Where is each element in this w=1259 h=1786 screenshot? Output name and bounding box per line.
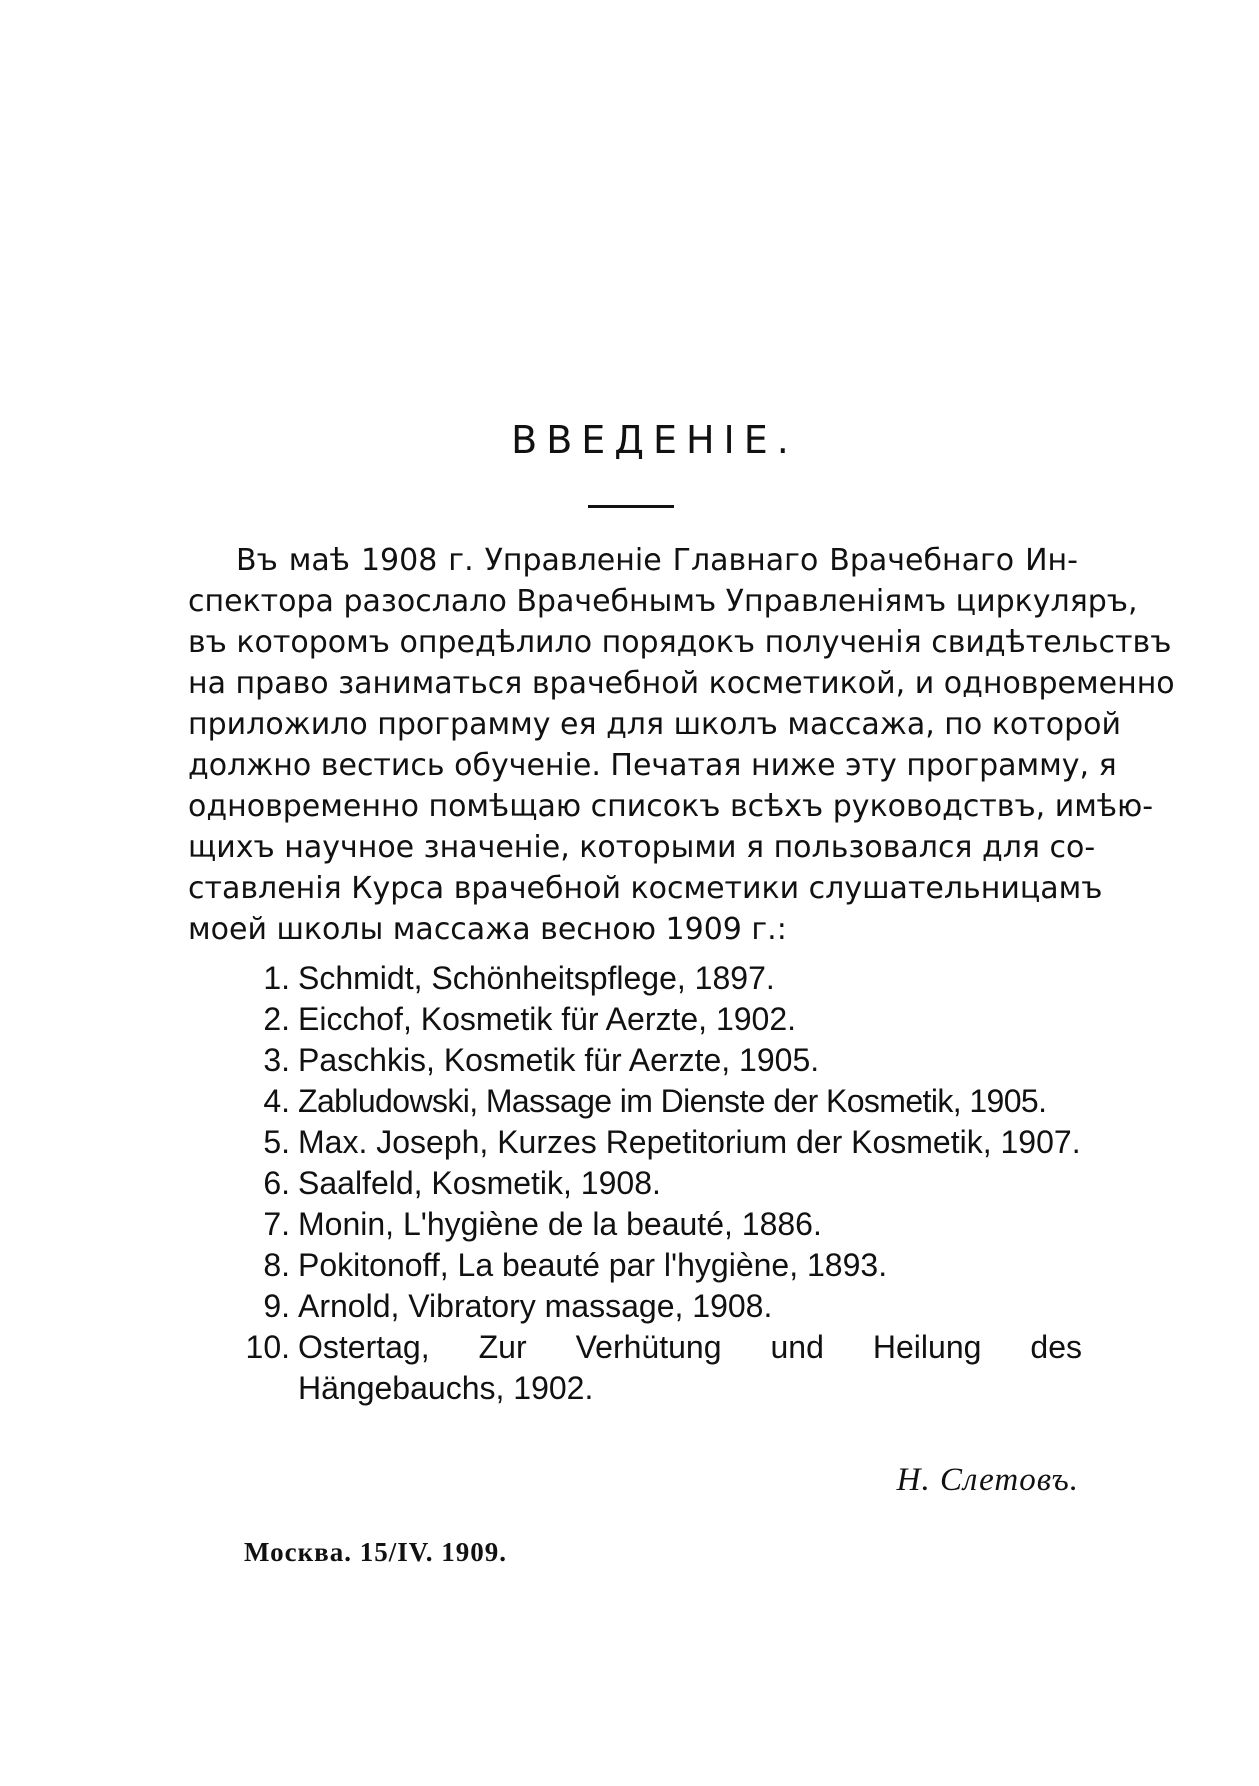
reference-number: 6. <box>263 1165 290 1201</box>
reference-list <box>244 958 1082 1409</box>
intro-line: одновременно помѣщаю списокъ всѣхъ руководствъ, имѣю- <box>188 789 1154 824</box>
title-divider <box>588 505 674 508</box>
reference-text: Eicchof, Kosmetik für Aerzte, 1902. <box>298 1001 797 1037</box>
intro-line: въ которомъ опредѣлило порядокъ полученія свидѣтельствъ <box>188 625 1172 660</box>
reference-number: 5. <box>263 1124 290 1160</box>
reference-item <box>244 1040 1082 1081</box>
reference-text: Pokitonoff, La beauté par l'hygiène, 1893. <box>298 1247 888 1283</box>
reference-text: Ostertag, Zur Verhütung und Heilung des Hängebauchs, 1902. <box>298 1329 1082 1406</box>
intro-line: приложило программу ея для школъ массажа, по которой <box>188 707 1121 742</box>
reference-text: Schmidt, Schönheitspflege, 1897. <box>298 960 775 996</box>
intro-line: щихъ научное значеніе, которыми я пользовался для со- <box>188 830 1096 865</box>
reference-item <box>244 1204 1082 1245</box>
reference-number: 4. <box>263 1083 290 1119</box>
page-title: ВВЕДЕНІЕ. <box>511 418 798 462</box>
reference-item <box>244 999 1082 1040</box>
reference-text: Saalfeld, Kosmetik, 1908. <box>298 1165 661 1201</box>
reference-number: 8. <box>263 1247 290 1283</box>
reference-text: Paschkis, Kosmetik für Aerzte, 1905. <box>298 1042 820 1078</box>
reference-item <box>244 1081 1082 1122</box>
intro-line: должно вестись обученіе. Печатая ниже эту программу, я <box>188 748 1117 783</box>
intro-line: моей школы массажа весною 1909 г.: <box>188 912 787 947</box>
reference-item <box>244 1163 1082 1204</box>
reference-item <box>244 1245 1082 1286</box>
intro-line: ставленія Курса врачебной косметики слушательницамъ <box>188 871 1103 906</box>
reference-text: Max. Joseph, Kurzes Repetitorium der Kosmetik, 1907. <box>298 1124 1081 1160</box>
intro-paragraph <box>188 540 1175 950</box>
reference-item <box>244 958 1082 999</box>
reference-number: 1. <box>263 960 290 996</box>
reference-text: Monin, L'hygiène de la beauté, 1886. <box>298 1206 822 1242</box>
author-signature: Н. Слетовъ. <box>896 1462 1079 1498</box>
intro-line: на право заниматься врачебной косметикой, и одновременно <box>188 666 1175 701</box>
intro-line: спектора разослало Врачебнымъ Управленіямъ циркуляръ, <box>188 584 1138 619</box>
reference-number: 3. <box>263 1042 290 1078</box>
reference-text: Arnold, Vibratory massage, 1908. <box>298 1288 773 1324</box>
reference-number: 2. <box>263 1001 290 1037</box>
reference-number: 9. <box>263 1288 290 1324</box>
intro-line: Въ маѣ 1908 г. Управленіе Главнаго Врачебнаго Ин- <box>236 543 1078 578</box>
reference-number: 10. <box>245 1329 290 1365</box>
reference-number: 7. <box>263 1206 290 1242</box>
reference-item <box>244 1327 1082 1409</box>
reference-item <box>244 1286 1082 1327</box>
reference-text: Zabludowski, Massage im Dienste der Kosmetik, 1905. <box>298 1083 1047 1119</box>
place-and-date: Москва. 15/IV. 1909. <box>244 1537 508 1567</box>
reference-item <box>244 1122 1082 1163</box>
